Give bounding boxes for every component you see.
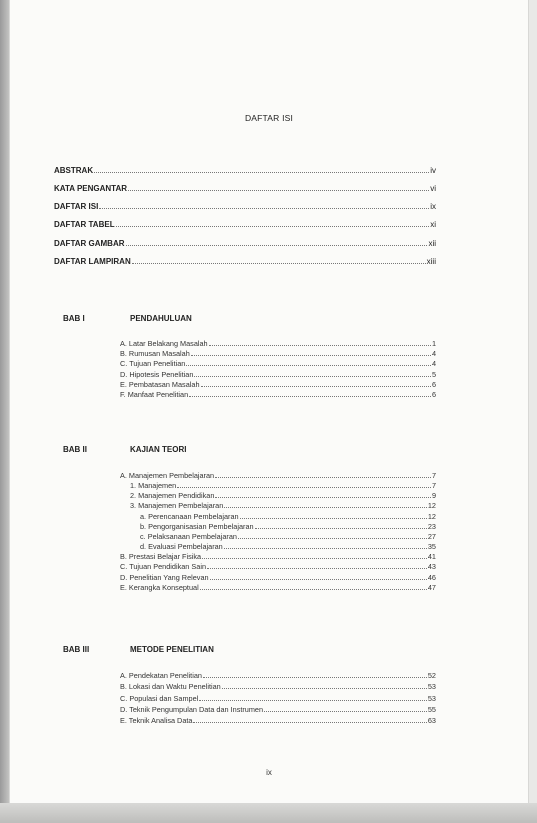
entry-label: 2. Manajemen Pendidikan: [130, 491, 215, 501]
entry-page-number: 6: [431, 390, 436, 399]
entry-page-number: 53: [427, 682, 436, 692]
dot-leader: [209, 338, 431, 346]
entry-page-number: 35: [427, 542, 436, 552]
entry-label: F. Manfaat Penelitian: [120, 390, 189, 399]
entry-page-number: 55: [427, 704, 436, 714]
entry-label: A. Latar Belakang Masalah: [120, 339, 208, 348]
entry-label: b. Pengorganisasian Pembelajaran: [140, 521, 254, 531]
page-title: DAFTAR ISI: [244, 113, 294, 123]
entry-page-number: 12: [427, 511, 436, 521]
entry-page-number: 9: [431, 491, 436, 501]
entry-label: 3. Manajemen Pembelajaran: [130, 501, 224, 511]
entry-label: DAFTAR GAMBAR: [54, 239, 125, 248]
entry-page-number: 1: [431, 339, 436, 348]
dot-leader: [99, 201, 429, 209]
dot-leader: [199, 693, 427, 701]
dot-leader: [240, 511, 427, 519]
chapter-number: BAB II: [63, 445, 87, 454]
dot-leader: [222, 681, 427, 689]
entry-page-number: xiii: [426, 257, 436, 266]
entry-label: a. Perencanaan Pembelajaran: [140, 511, 239, 521]
dot-leader: [200, 582, 427, 590]
entry-label: E. Kerangka Konseptual: [120, 582, 199, 592]
dot-leader: [126, 238, 428, 246]
dot-leader: [264, 704, 427, 712]
front-matter-item[interactable]: [54, 165, 436, 176]
entry-page-number: 43: [427, 562, 436, 572]
entry-label: E. Pembatasan Masalah: [120, 379, 200, 389]
entry-page-number: 5: [431, 369, 436, 379]
entry-label: E. Teknik Analisa Data: [120, 716, 193, 726]
entry-label: DAFTAR LAMPIRAN: [54, 257, 131, 266]
scan-bottom-edge: [0, 803, 537, 823]
entry-page-number: 12: [427, 501, 436, 511]
dot-leader: [94, 165, 429, 173]
entry-page-number: ix: [430, 202, 436, 211]
dot-leader: [194, 369, 431, 377]
entry-page-number: 7: [431, 471, 436, 480]
entry-label: C. Populasi dan Sampel: [120, 693, 199, 703]
chapter-number: BAB III: [63, 645, 90, 654]
entry-label: D. Penelitian Yang Relevan: [120, 572, 209, 582]
dot-leader: [255, 521, 427, 529]
dot-leader: [193, 715, 426, 723]
entry-label: B. Lokasi dan Waktu Penelitian: [120, 682, 221, 692]
entry-label: DAFTAR TABEL: [54, 220, 115, 229]
front-matter-item[interactable]: [54, 256, 436, 267]
entry-page-number: xii: [428, 239, 436, 248]
front-matter-item[interactable]: [54, 201, 436, 212]
chapter-entry[interactable]: [120, 681, 436, 692]
document-page: [10, 0, 528, 803]
chapter-entry[interactable]: [120, 693, 436, 704]
dot-leader: [177, 480, 431, 488]
entry-label: A. Pendekatan Penelitian: [120, 671, 202, 680]
dot-leader: [191, 348, 431, 356]
entry-label: C. Tujuan Pendidikan Sain: [120, 562, 206, 572]
dot-leader: [202, 551, 427, 559]
entry-page-number: 7: [431, 481, 436, 491]
entry-page-number: 52: [427, 671, 436, 680]
book-binding-edge: [0, 0, 10, 823]
entry-label: C. Tujuan Penelitian: [120, 359, 186, 369]
entry-page-number: 4: [431, 349, 436, 359]
chapter-entry[interactable]: [120, 670, 436, 681]
entry-page-number: 4: [431, 359, 436, 369]
entry-label: ABSTRAK: [54, 166, 94, 175]
entry-page-number: 63: [427, 716, 436, 726]
entry-label: c. Pelaksanaan Pembelajaran: [140, 531, 237, 541]
front-matter-item[interactable]: [54, 219, 436, 230]
entry-page-number: iv: [430, 166, 436, 175]
entry-label: D. Hipotesis Penelitian: [120, 369, 194, 379]
dot-leader: [128, 183, 429, 191]
dot-leader: [224, 541, 427, 549]
dot-leader: [210, 572, 427, 580]
page-number: ix: [266, 768, 272, 777]
dot-leader: [189, 389, 431, 397]
entry-label: D. Teknik Pengumpulan Data dan Instrumen: [120, 704, 264, 714]
dot-leader: [207, 561, 427, 569]
entry-page-number: 27: [427, 531, 436, 541]
chapter-number: BAB I: [63, 314, 85, 323]
entry-label: B. Rumusan Masalah: [120, 349, 190, 359]
dot-leader: [224, 500, 427, 508]
dot-leader: [201, 379, 431, 387]
entry-label: 1. Manajemen: [130, 481, 177, 491]
chapter-entry[interactable]: [120, 389, 436, 400]
entry-page-number: 46: [427, 572, 436, 582]
chapter-title[interactable]: PENDAHULUAN: [130, 314, 192, 323]
entry-page-number: 41: [427, 552, 436, 562]
chapter-title[interactable]: METODE PENELITIAN: [130, 645, 214, 654]
entry-page-number: 23: [427, 521, 436, 531]
entry-page-number: 53: [427, 693, 436, 703]
entry-page-number: 47: [427, 582, 436, 592]
front-matter-item[interactable]: [54, 183, 436, 194]
dot-leader: [238, 531, 427, 539]
dot-leader: [215, 470, 431, 478]
dot-leader: [116, 219, 430, 227]
dot-leader: [215, 490, 431, 498]
entry-label: A. Manajemen Pembelajaran: [120, 471, 215, 480]
entry-page-number: xi: [430, 220, 436, 229]
entry-label: KATA PENGANTAR: [54, 184, 128, 193]
entry-label: DAFTAR ISI: [54, 202, 99, 211]
dot-leader: [203, 670, 427, 678]
dot-leader: [132, 256, 426, 264]
chapter-title[interactable]: KAJIAN TEORI: [130, 445, 187, 454]
chapter-entry[interactable]: [120, 704, 436, 715]
chapter-entry[interactable]: [120, 715, 436, 726]
dot-leader: [186, 358, 431, 366]
front-matter-item[interactable]: [54, 238, 436, 249]
entry-page-number: 6: [431, 379, 436, 389]
chapter-entry[interactable]: [120, 582, 436, 593]
entry-page-number: vi: [430, 184, 436, 193]
entry-label: d. Evaluasi Pembelajaran: [140, 542, 223, 552]
entry-label: B. Prestasi Belajar Fisika: [120, 552, 202, 562]
